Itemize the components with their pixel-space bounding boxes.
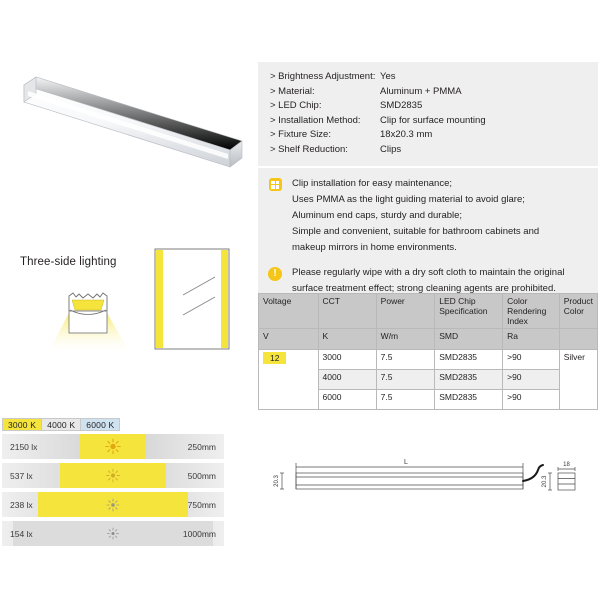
length-label: L [404,459,408,466]
spec-key: > Brightness Adjustment: [270,71,376,82]
distance-value: 500mm [187,470,216,481]
spec-value: Clip for surface mounting [380,114,486,126]
cell-cri: >90 [503,350,560,370]
spec-row [258,70,598,85]
distance-value: 1000mm [182,528,216,539]
exclamation-icon [258,265,292,296]
spec-value: Yes [380,71,396,82]
feature-line: Clip installation for easy maintenance; [292,178,453,189]
unit-led-chip: SMD [435,329,503,350]
specification-table [258,293,598,410]
cell-cct: 4000 [318,370,376,390]
cell-chip: SMD2835 [435,370,503,390]
distance-value: 750mm [187,499,216,510]
feature-line: Uses PMMA as the light guiding material to avoid glare; [292,194,525,205]
mirror-with-side-lighting-icon [145,243,240,358]
unit-cct: K [318,329,376,350]
cell-power: 7.5 [376,390,435,410]
cell-cri: >90 [503,390,560,410]
spec-row [258,99,598,114]
spec-value: Aluminum + PMMA [380,85,462,97]
cell-cct: 3000 [318,350,376,370]
product-color-cell: Silver [559,350,597,410]
spec-key: > LED Chip: [270,100,322,111]
spec-value: Clips [380,143,402,155]
spec-key: > Fixture Size: [270,129,331,140]
illuminance-rows [2,434,224,546]
feature-line: makeup mirrors in home environments. [292,242,457,253]
voltage-chip: 12 [263,352,286,364]
spec-row [258,128,598,143]
lux-value: 537 lx [10,470,33,481]
cct-tab-group[interactable] [2,418,224,431]
cell-power: 7.5 [376,370,435,390]
table-body [259,350,598,410]
spec-row [258,143,598,158]
specifications-panel [258,62,598,166]
th-color-rendering-index: Color Rendering Index [503,294,560,329]
th-voltage: Voltage [259,294,319,329]
th-led-chip-specification: LED Chip Specification [435,294,503,329]
spec-key: > Installation Method: [270,114,361,126]
lux-value: 238 lx [10,499,33,510]
spec-key: > Material: [270,85,315,97]
cct-tab-4000k[interactable]: 4000 K [41,418,80,431]
cct-tab-6000k[interactable]: 6000 K [80,418,120,431]
illuminance-row [2,492,224,517]
table-row [259,350,598,370]
warning-line: Please regularly wipe with a dry soft cloth to maintain the original [292,267,565,278]
warning-line: surface treatment effect; strong cleaning agents are prohibited. [292,282,556,294]
unit-product-color [559,329,597,350]
voltage-cell [259,350,319,410]
illuminance-chart [2,418,224,550]
sun-icon [106,463,121,488]
spec-value: SMD2835 [380,100,423,111]
unit-voltage: V [259,329,319,350]
lux-value: 154 lx [10,528,33,539]
sun-icon [107,521,120,546]
spec-key: > Shelf Reduction: [270,143,348,155]
height-label: 20.3 [274,475,280,487]
table-header-row-names [259,294,598,329]
th-product-color: Product Color [559,294,597,329]
features-panel [258,168,598,264]
table-header [259,294,598,350]
spec-value: 18x20.3 mm [380,129,433,140]
illuminance-row [2,463,224,488]
three-side-lighting-label: Three-side lighting [20,256,117,268]
illuminance-row [2,521,224,546]
exclamation-glyph: ! [268,267,282,281]
spec-row [258,85,598,100]
lux-value: 2150 lx [10,441,38,452]
cell-chip: SMD2835 [435,390,503,410]
spec-row [258,114,598,129]
cell-chip: SMD2835 [435,350,503,370]
th-cct: CCT [318,294,376,329]
unit-power: W/m [376,329,435,350]
cct-tab-3000k[interactable]: 3000 K [2,418,41,431]
cell-cri: >90 [503,370,560,390]
distance-value: 250mm [187,441,216,452]
th-power: Power [376,294,435,329]
feature-line: Aluminum end caps, sturdy and durable; [292,210,463,221]
sun-icon [106,492,120,517]
cell-cct: 6000 [318,390,376,410]
illuminance-row [2,434,224,459]
warning-text [292,265,564,296]
unit-cri: Ra [503,329,560,350]
sun-icon [105,434,122,459]
dimension-drawing [258,445,598,525]
grid-badge-icon [258,176,292,256]
feature-line: Simple and convenient, suitable for bathroom cabinets and [292,226,540,237]
end-height-label: 20.3 [542,475,548,488]
led-profile-cross-section-icon [45,283,155,358]
table-header-row-units [259,329,598,350]
cell-power: 7.5 [376,350,435,370]
features-list [292,176,539,256]
end-width-label: 18 [563,462,570,468]
product-photo [6,55,251,175]
